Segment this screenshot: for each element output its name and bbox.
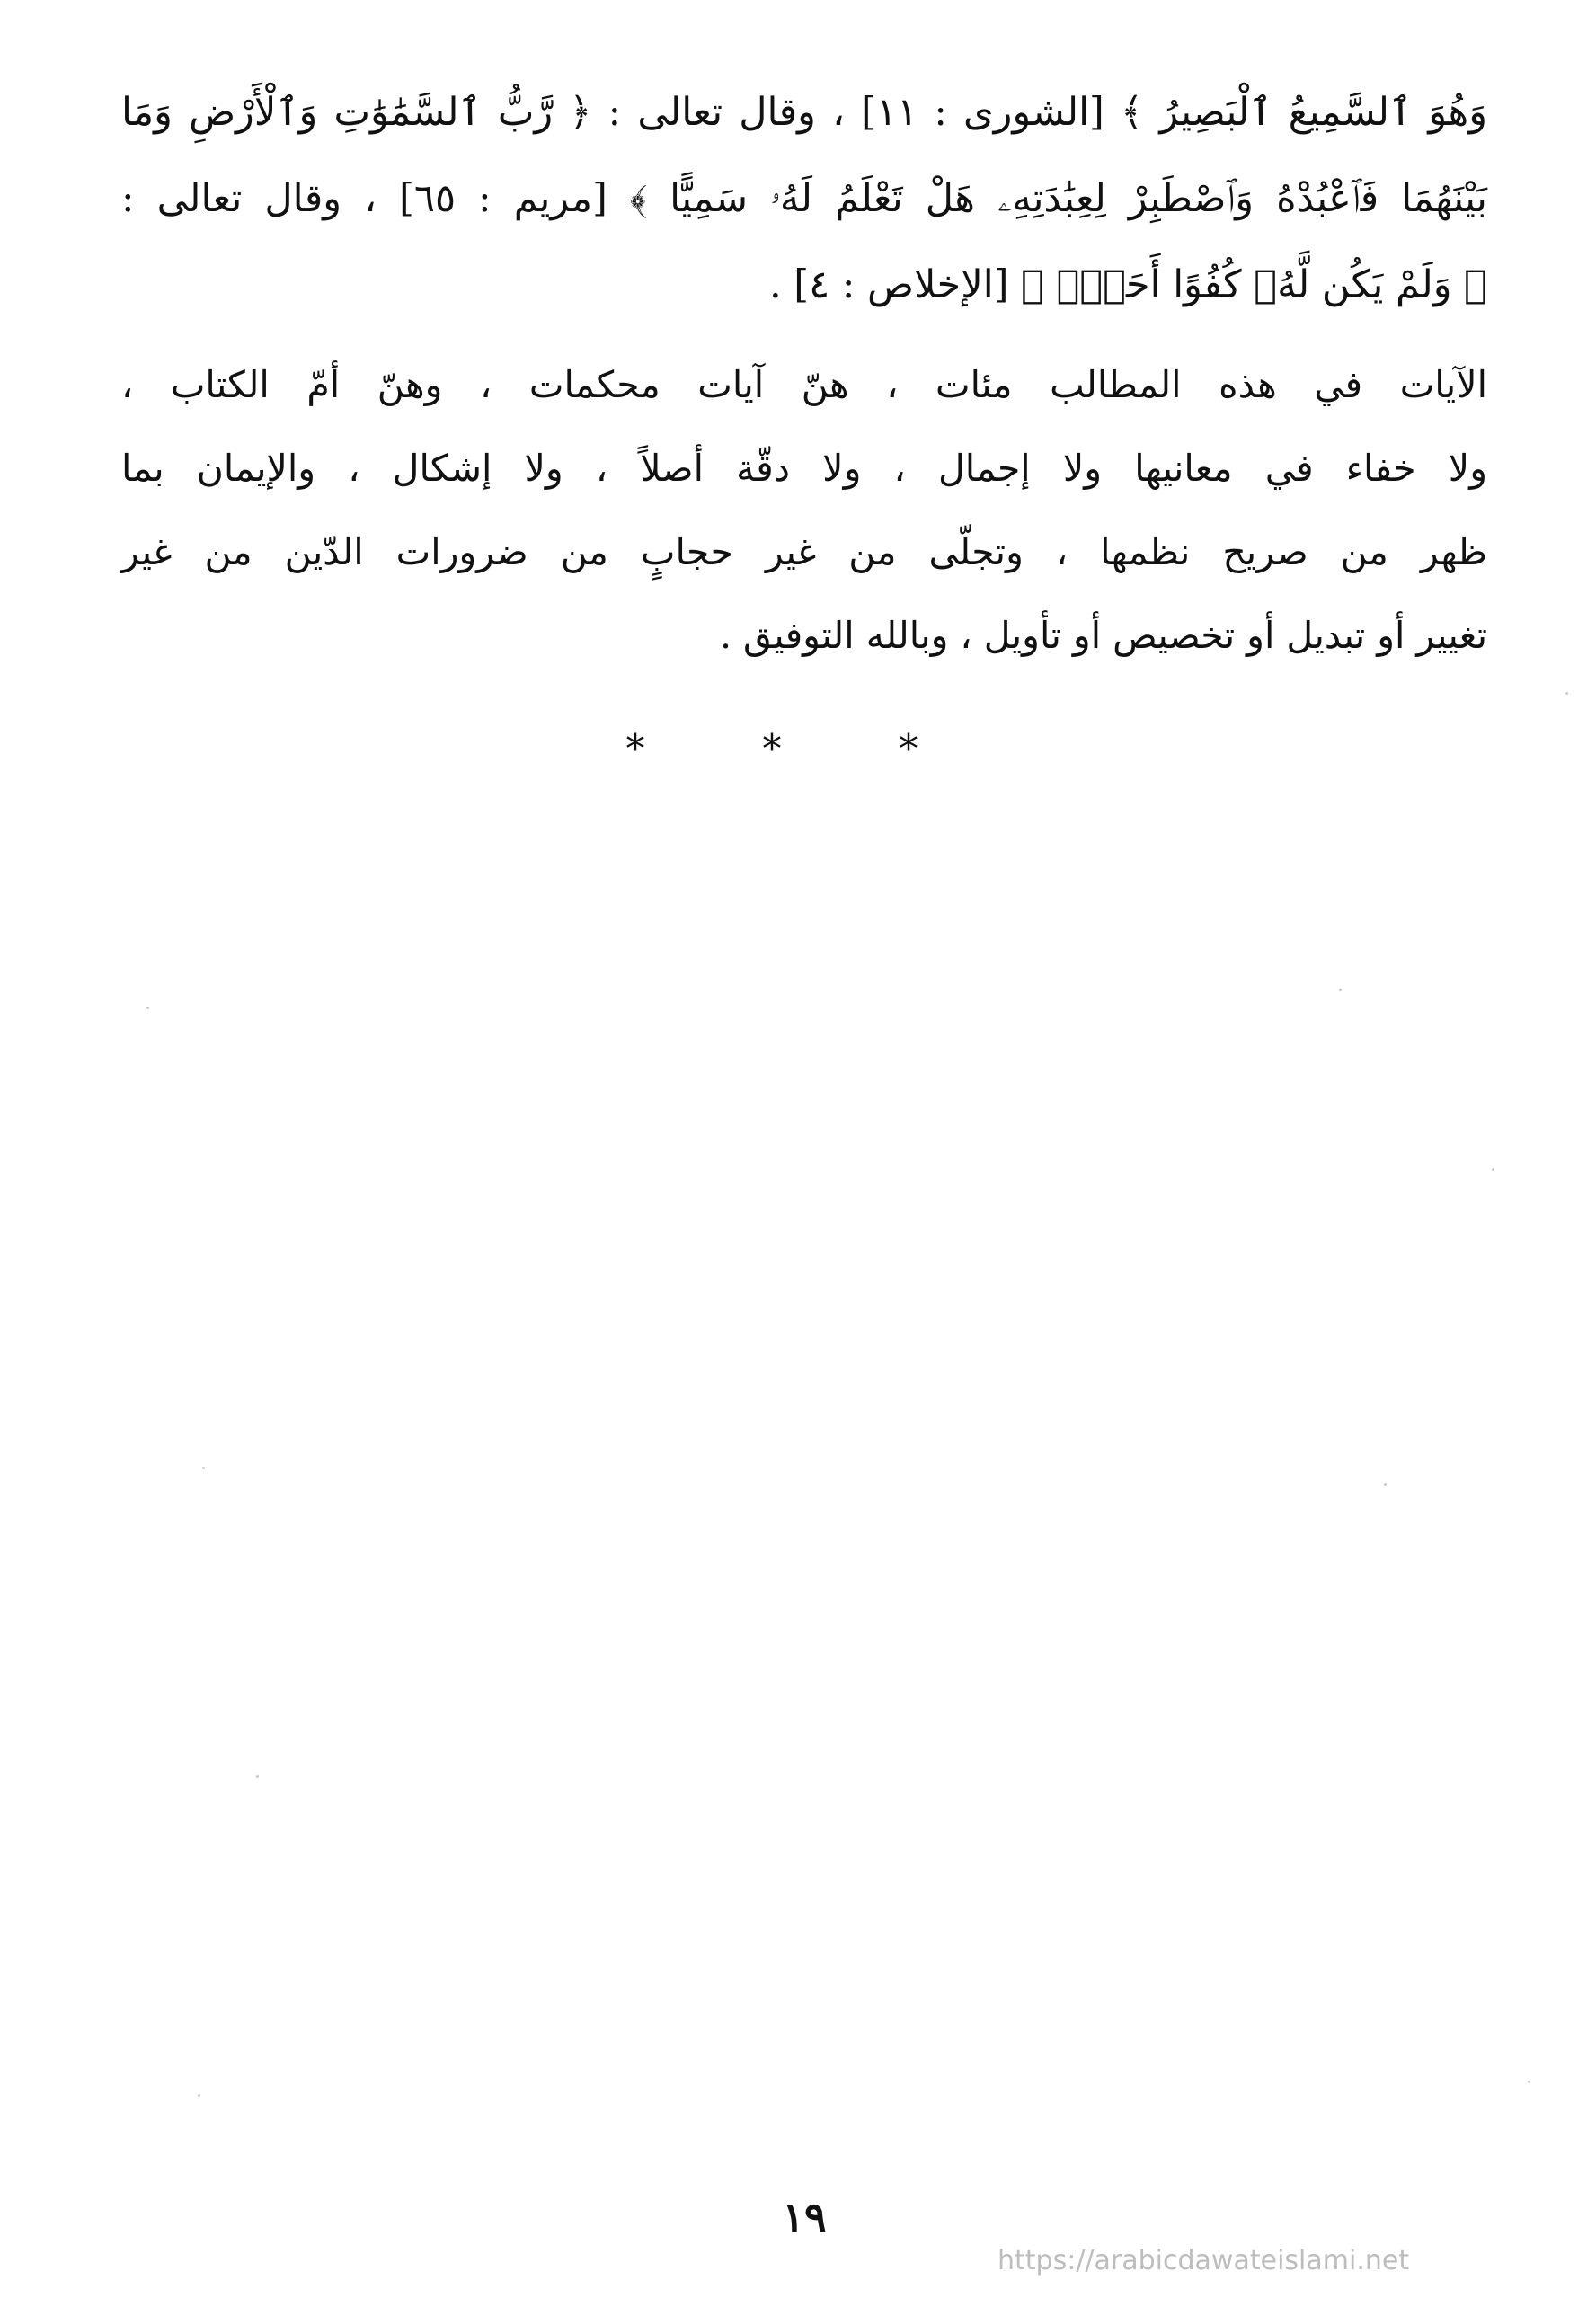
quran-line: بَيْنَهُمَا فَٱعْبُدْهُ وَٱصْطَبِرْ لِعِبَٰدَتِهِۦ هَلْ تَعْلَمُ لَهُۥ سَمِيًّا ﴾ [مريم : ٦٥] ، وقال تعالى : — [121, 176, 1487, 221]
scan-speck — [1565, 692, 1568, 695]
paragraph-line: تغيير أو تبديل أو تخصيص أو تأويل ، وبالله التوفيق . — [719, 614, 1487, 657]
paragraph-line: الآيات في هذه المطالب مئات ، هنّ آيات محكمات ، وهنّ أمّ الكتاب ، — [121, 363, 1487, 406]
scan-speck — [202, 1467, 205, 1469]
scan-speck — [1384, 1483, 1387, 1486]
paragraph-line: ولا خفاء في معانيها ولا إجمال ، ولا دقّة أصلاً ، ولا إشكال ، والإيمان بما — [121, 447, 1487, 490]
scan-speck — [198, 2094, 200, 2097]
scan-speck — [146, 1007, 149, 1009]
scan-speck — [1339, 989, 1342, 991]
scan-speck — [1492, 1168, 1494, 1171]
quran-citation-block — [121, 90, 1487, 307]
watermark-url: https://arabicdawateislami.net — [998, 2245, 1410, 2276]
body-paragraph — [121, 363, 1487, 657]
scan-speck — [1528, 2081, 1530, 2083]
quran-line: ﴿ وَلَمْ يَكُن لَّهُۥ كُفُوًا أَحَدٌۢ ﴾ [الإخلاص : ٤] . — [768, 262, 1487, 307]
page-number: ١٩ — [782, 2193, 827, 2241]
section-separator: * * * — [625, 726, 971, 772]
scan-speck — [256, 1775, 259, 1778]
paragraph-line: ظهر من صريح نظمها ، وتجلّى من غير حجابٍ من ضرورات الدّين من غير — [121, 530, 1487, 573]
quran-line: وَهُوَ ٱلسَّمِيعُ ٱلْبَصِيرُ ﴾ [الشورى : ١١] ، وقال تعالى : ﴿ رَّبُّ ٱلسَّمَٰوَٰتِ وَٱلْأَرْضِ وَمَا — [121, 90, 1487, 135]
